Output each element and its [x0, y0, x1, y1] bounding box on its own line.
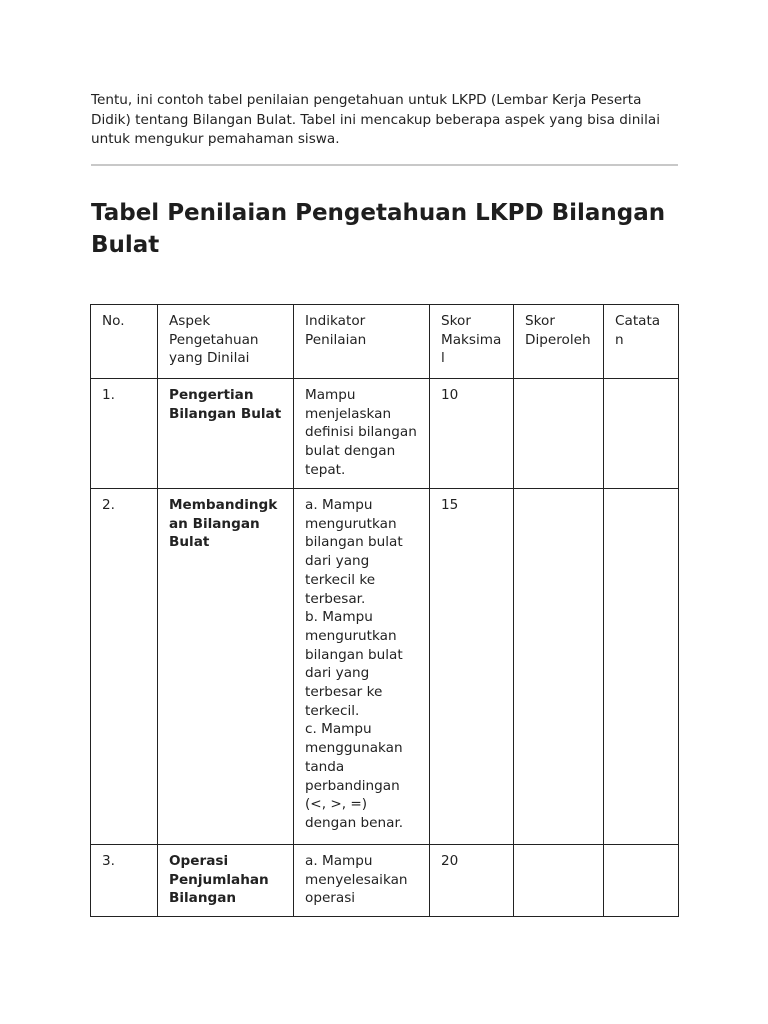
table-row: [91, 845, 679, 917]
table-header-row: [91, 305, 679, 379]
header-indikator: Indikator Penilaian: [294, 305, 430, 379]
cell-catatan: [604, 489, 679, 845]
cell-skor-maksimal: 10: [430, 379, 514, 489]
cell-no: 3.: [91, 845, 158, 917]
header-skor-diperoleh: Skor Diperoleh: [514, 305, 604, 379]
table-row: [91, 379, 679, 489]
header-no: No.: [91, 305, 158, 379]
section-divider: [91, 164, 678, 166]
page-heading: Tabel Penilaian Pengetahuan LKPD Bilangan Bulat: [91, 200, 666, 258]
cell-indikator: a. Mampu menyelesaikan operasi: [294, 845, 430, 917]
cell-indikator: Mampu menjelaskan definisi bilangan bulat dengan tepat.: [294, 379, 430, 489]
intro-paragraph: Tentu, ini contoh tabel penilaian pengetahuan untuk LKPD (Lembar Kerja Peserta Didik) tentang Bilangan Bulat. Tabel ini mencakup beberapa aspek yang bisa dinilai untuk mengukur pemahaman siswa.: [91, 92, 660, 147]
cell-aspek: Pengertian Bilangan Bulat: [158, 379, 294, 489]
header-skor-maksimal: Skor Maksimal: [430, 305, 514, 379]
cell-skor-maksimal: 15: [430, 489, 514, 845]
cell-indikator: a. Mampu mengurutkan bilangan bulat dari yang terkecil ke terbesar. b. Mampu mengurutkan bilangan bulat dari yang terbesar ke terkecil. c. Mampu menggunakan tanda perbandingan (<, >, =) dengan benar.: [294, 489, 430, 845]
cell-no: 2.: [91, 489, 158, 845]
header-aspek: Aspek Pengetahuan yang Dinilai: [158, 305, 294, 379]
cell-skor-diperoleh: [514, 379, 604, 489]
cell-catatan: [604, 379, 679, 489]
cell-aspek: Membandingkan Bilangan Bulat: [158, 489, 294, 845]
cell-aspek: Operasi Penjumlahan Bilangan: [158, 845, 294, 917]
table-row: [91, 489, 679, 845]
assessment-table: [90, 304, 679, 917]
cell-skor-diperoleh: [514, 489, 604, 845]
cell-catatan: [604, 845, 679, 917]
cell-no: 1.: [91, 379, 158, 489]
cell-skor-diperoleh: [514, 845, 604, 917]
header-catatan: Catatan: [604, 305, 679, 379]
cell-skor-maksimal: 20: [430, 845, 514, 917]
